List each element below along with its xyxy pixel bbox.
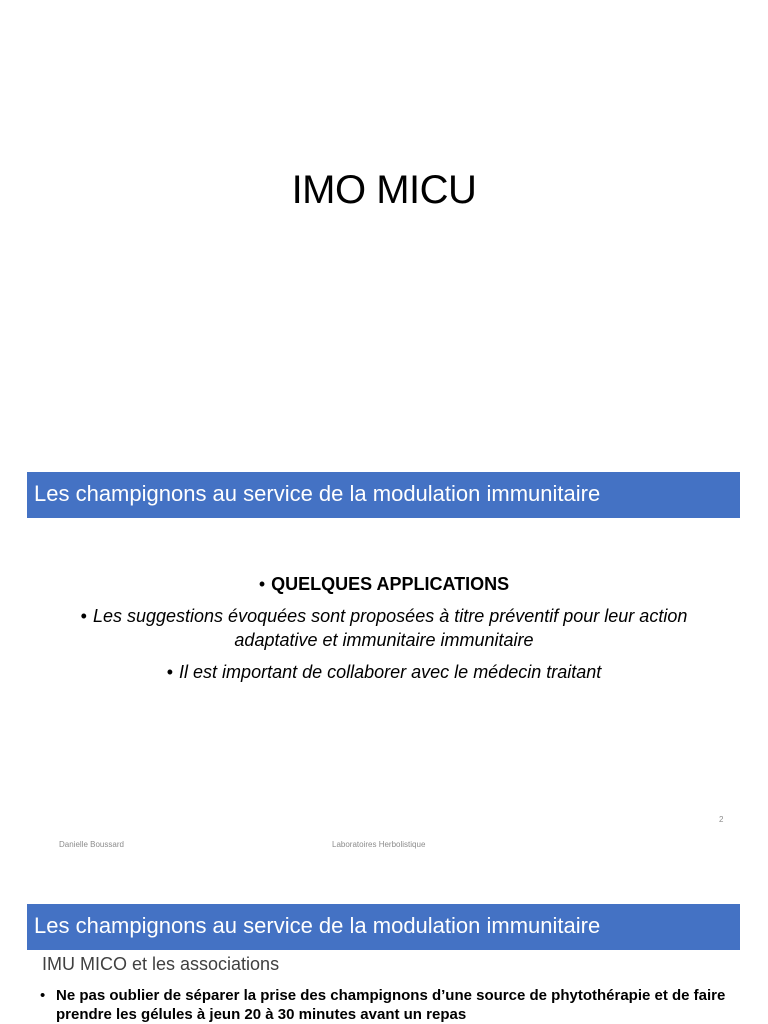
- footer-author: Danielle Boussard: [59, 840, 124, 849]
- bullet-list: [40, 572, 728, 692]
- slide-title-heading: IMO MICU: [291, 168, 477, 212]
- slide-applications: [0, 420, 768, 860]
- bullet-list: [40, 986, 744, 1024]
- bullet-glyph: •: [258, 574, 266, 594]
- slide-associations: [0, 860, 768, 1024]
- bullet-glyph: •: [166, 662, 174, 682]
- bullet-text: Les suggestions évoquées sont proposées à titre préventif pour leur action adaptative et immunitaire immunitaire: [92, 606, 688, 650]
- bullet-item: [40, 572, 728, 596]
- bullet-item: [40, 986, 744, 1024]
- slide-subtitle: IMU MICO et les associations: [42, 954, 280, 974]
- page-number: 2: [719, 815, 724, 824]
- footer-company: Laboratoires Herbolistique: [332, 840, 426, 849]
- slide-banner: Les champignons au service de la modulation immunitaire: [27, 472, 740, 518]
- bullet-item: [40, 604, 728, 652]
- slide-title: [0, 0, 768, 420]
- bullet-item: [40, 660, 728, 684]
- bullet-glyph: •: [40, 987, 46, 1004]
- slide-banner: Les champignons au service de la modulation immunitaire: [27, 904, 740, 950]
- bullet-text: QUELQUES APPLICATIONS: [271, 574, 510, 594]
- bullet-text: Il est important de collaborer avec le médecin traitant: [179, 662, 602, 682]
- bullet-glyph: •: [80, 606, 87, 626]
- bullet-text: Ne pas oublier de séparer la prise des champignons d’une source de phytothérapie et de faire prendre les gélules à jeun 20 à 30 minutes avant un repas: [56, 987, 726, 1023]
